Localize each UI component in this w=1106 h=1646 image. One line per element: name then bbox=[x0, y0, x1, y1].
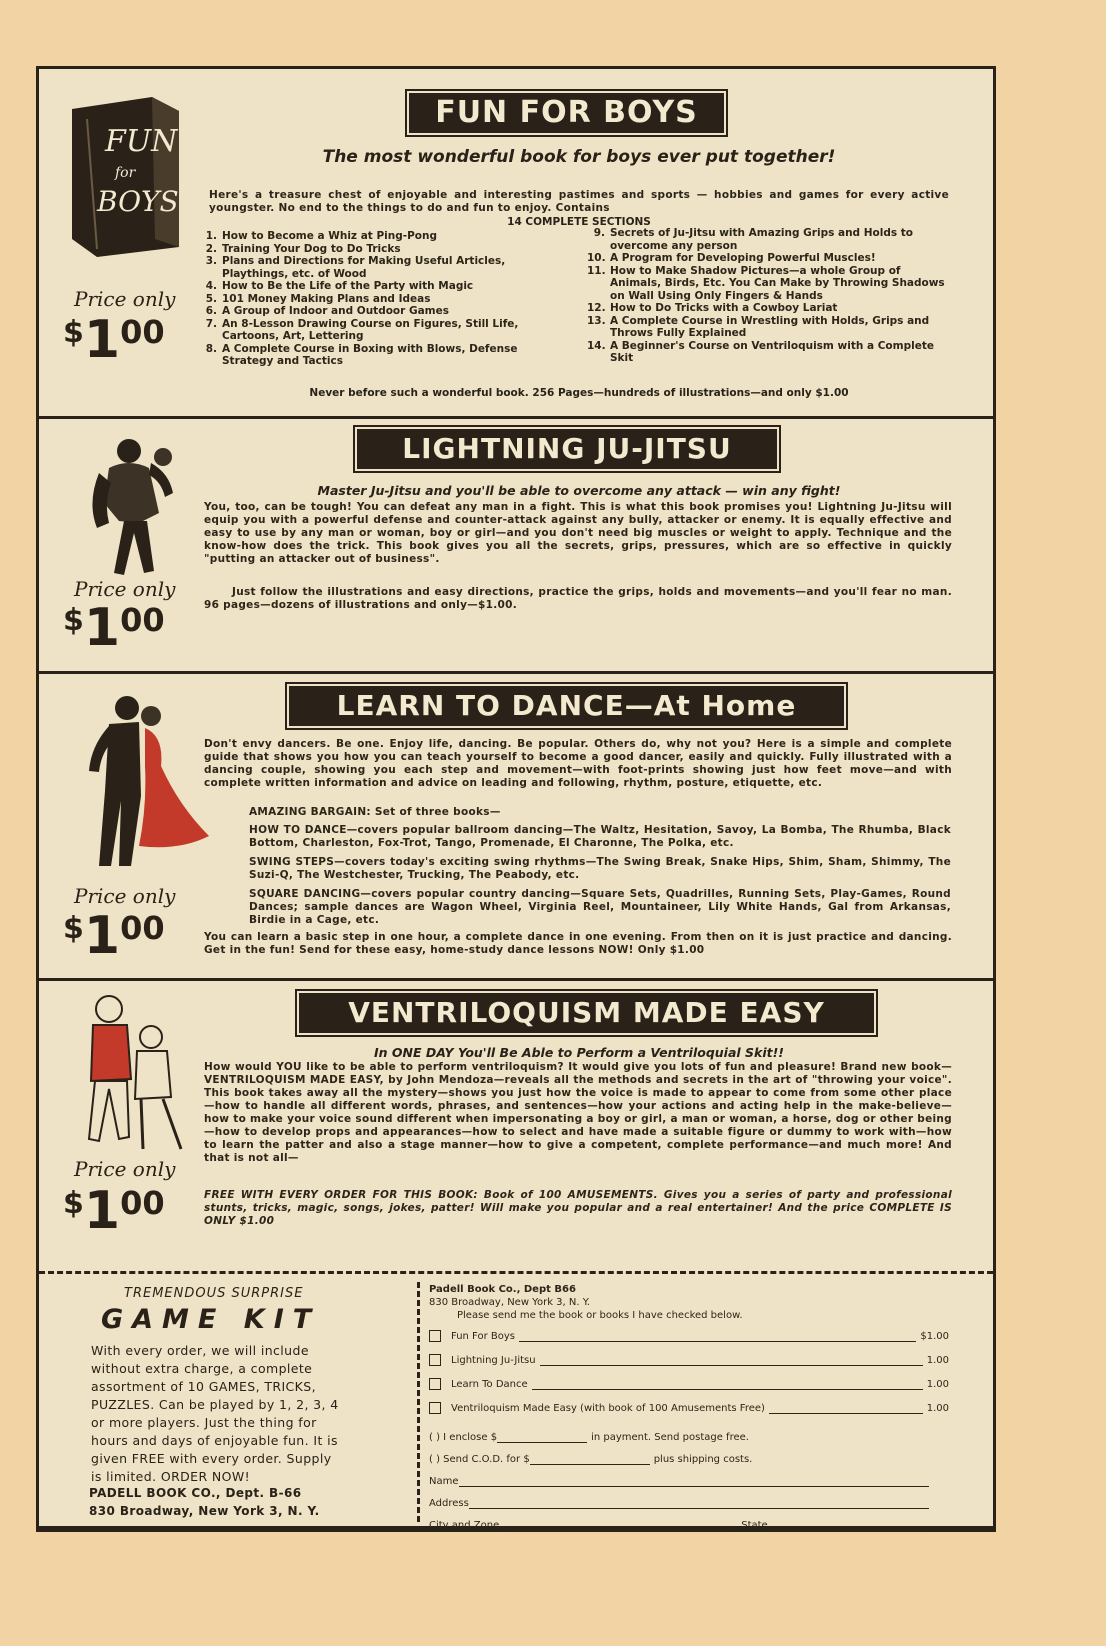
order-item-label: Ventriloquism Made Easy (with book of 100 Amusements Free) bbox=[451, 1403, 765, 1414]
list-item-text: How to Make Shadow Pictures—a whole Group of Animals, Birds, Etc. You Can Make by Throwing Shadows on Wall Using Only Fingers & Hands bbox=[610, 264, 945, 302]
ju-jitsu-body-2: Just follow the illustrations and easy directions, practice the grips, holds and movements—and you'll fear no man. 96 pages—dozens of illustrations and only—$1.00. bbox=[204, 586, 952, 611]
order-item-price: 1.00 bbox=[926, 1403, 949, 1414]
form-instruction: Please send me the book or books I have checked below. bbox=[457, 1310, 743, 1321]
order-item-leader-line bbox=[532, 1380, 923, 1390]
list-item bbox=[587, 227, 951, 252]
list-item bbox=[587, 265, 951, 303]
fun-for-boys-book-illustration bbox=[67, 89, 182, 259]
list-item-text: A Group of Indoor and Outdoor Games bbox=[222, 305, 449, 317]
ventriloquism-banner: VENTRILOQUISM MADE EASY bbox=[299, 993, 874, 1033]
price-cents: 00 bbox=[120, 909, 165, 947]
price-label: Price only bbox=[74, 287, 176, 311]
list-item bbox=[587, 315, 951, 340]
list-item bbox=[587, 252, 951, 265]
game-kit-address-1: PADELL BOOK CO., Dept. B-66 bbox=[89, 1486, 302, 1500]
form-cod-suffix: plus shipping costs. bbox=[653, 1454, 753, 1465]
list-item bbox=[199, 243, 571, 256]
list-item-number: 2. bbox=[205, 242, 217, 255]
list-item-number: 11. bbox=[587, 264, 606, 277]
dance-intro: Don't envy dancers. Be one. Enjoy life, dancing. Be popular. Others do, why not you? Here is a simple and complete guide that shows you how you can teach yourself to become a good dancer, easily and quickly. Fully illustrated with a dancing couple, showing you each step and movement—with foot-prints showing just how feet move—and with complete written information and advice on leading and following, rhythm, posture, etiquette, etc. bbox=[204, 738, 952, 789]
form-state-label: State bbox=[741, 1520, 768, 1531]
fun-for-boys-section bbox=[39, 69, 993, 419]
ju-jitsu-body: You, too, can be tough! You can defeat any man in a fight. This is what this book promises you! Lightning Ju-Jitsu will equip you with a powerful defense and counter-attack against any bully, attacker or enemy. It is equally effective and easy to use by any man or woman, boy or girl—and you don't need big muscles or weight to apply. Technique and the know-how does the trick. This book gives you all the secrets, grips, pressures, which are so effective in quickly "putting an attacker out of business". bbox=[204, 501, 952, 565]
ventriloquism-free-offer: FREE WITH EVERY ORDER FOR THIS BOOK: Book of 100 AMUSEMENTS. Gives you a series of party and professional stunts, tricks, magic, songs, jokes, patter! Will make you popular and a real entertainer! And the price COMPLETE IS ONLY $1.00 bbox=[204, 1189, 952, 1227]
game-kit-address-2: 830 Broadway, New York 3, N. Y. bbox=[89, 1504, 320, 1518]
price-whole: 1 bbox=[83, 906, 121, 966]
order-coupon-section bbox=[39, 1271, 993, 1529]
ad-page-frame bbox=[36, 66, 996, 1532]
form-name-label: Name bbox=[429, 1476, 459, 1487]
address-field[interactable] bbox=[469, 1499, 929, 1509]
list-item-text: A Program for Developing Powerful Muscles! bbox=[610, 252, 876, 264]
price-amount bbox=[63, 906, 165, 966]
city-field[interactable] bbox=[505, 1521, 735, 1531]
order-item-leader-line bbox=[769, 1404, 923, 1414]
price-label: Price only bbox=[74, 884, 176, 908]
order-item-row bbox=[429, 1378, 949, 1390]
dance-section bbox=[39, 674, 993, 981]
list-item-text: Training Your Dog to Do Tricks bbox=[222, 242, 401, 255]
list-item-number: 6. bbox=[205, 305, 217, 317]
form-enclose-suffix: in payment. Send postage free. bbox=[591, 1432, 749, 1443]
order-item-leader-line bbox=[540, 1356, 923, 1366]
ju-jitsu-section bbox=[39, 419, 993, 674]
game-kit-panel bbox=[39, 1274, 409, 1526]
form-city-row bbox=[429, 1520, 929, 1531]
list-item bbox=[199, 293, 571, 306]
price-dollar: $ bbox=[63, 315, 84, 350]
list-item-text: How to Become a Whiz at Ping-Pong bbox=[222, 230, 437, 242]
dance-bargain: AMAZING BARGAIN: Set of three books— bbox=[249, 806, 501, 818]
order-item-checkbox[interactable] bbox=[429, 1402, 441, 1414]
form-enclose-row bbox=[429, 1432, 949, 1443]
state-field[interactable] bbox=[768, 1521, 929, 1531]
dance-banner: LEARN TO DANCE—At Home bbox=[289, 686, 844, 726]
cod-amount-field[interactable] bbox=[530, 1455, 650, 1465]
list-item-number: 9. bbox=[593, 227, 605, 239]
order-item-price: 1.00 bbox=[926, 1355, 949, 1366]
fun-for-boys-intro: Here's a treasure chest of enjoyable and interesting pastimes and sports — hobbies and games for every active youngster. No end to the things to do and fun to enjoy. Contains bbox=[209, 189, 949, 214]
form-name-row bbox=[429, 1476, 929, 1487]
dance-book-2: SWING STEPS—covers today's exciting swing rhythms—The Swing Break, Snake Hips, Shim, Sham, Shimmy, The Suzi-Q, The Westchester, Trucking, The Peabody, etc. bbox=[249, 856, 951, 881]
list-item-text: 101 Money Making Plans and Ideas bbox=[222, 292, 431, 305]
list-item-number: 5. bbox=[205, 292, 217, 305]
list-item-number: 10. bbox=[587, 252, 606, 264]
dancing-couple-illustration bbox=[69, 686, 214, 876]
list-item bbox=[587, 302, 951, 315]
form-enclose-prefix: ( ) I enclose $ bbox=[429, 1432, 498, 1443]
order-item-checkbox[interactable] bbox=[429, 1378, 441, 1390]
form-address-row bbox=[429, 1498, 929, 1509]
list-item bbox=[199, 343, 571, 368]
list-item bbox=[199, 318, 571, 343]
price-whole: 1 bbox=[83, 598, 121, 658]
price-amount bbox=[63, 310, 165, 370]
form-street: 830 Broadway, New York 3, N. Y. bbox=[429, 1297, 590, 1308]
list-item-number: 12. bbox=[587, 302, 606, 314]
list-item-number: 3. bbox=[205, 255, 217, 267]
list-item-number: 14. bbox=[587, 339, 606, 352]
order-item-row bbox=[429, 1330, 949, 1342]
ventriloquist-dummy-illustration bbox=[71, 989, 196, 1164]
name-field[interactable] bbox=[459, 1477, 929, 1487]
list-item-number: 8. bbox=[205, 342, 217, 355]
ju-jitsu-subhead: Master Ju-Jitsu and you'll be able to overcome any attack — win any fight! bbox=[317, 483, 841, 498]
form-cod-prefix: ( ) Send C.O.D. for $ bbox=[429, 1454, 530, 1465]
form-cod-row bbox=[429, 1454, 949, 1465]
ju-jitsu-figures-illustration bbox=[69, 433, 189, 583]
order-item-row bbox=[429, 1354, 949, 1366]
fun-for-boys-sections-heading: 14 COMPLETE SECTIONS bbox=[507, 216, 651, 228]
form-city-label: City and Zone bbox=[429, 1520, 500, 1531]
order-item-checkbox[interactable] bbox=[429, 1354, 441, 1366]
list-item bbox=[587, 340, 951, 365]
list-item bbox=[199, 230, 571, 243]
list-item-number: 4. bbox=[205, 280, 217, 292]
order-item-checkbox[interactable] bbox=[429, 1330, 441, 1342]
dance-book-1: HOW TO DANCE—covers popular ballroom dancing—The Waltz, Hesitation, Savoy, La Bomba, The Rhumba, Black Bottom, Charleston, Fox-Trot, Tango, Promenade, El Charonne, The Polka, etc. bbox=[249, 824, 951, 849]
price-amount bbox=[63, 1181, 165, 1241]
dance-book-3: SQUARE DANCING—covers popular country dancing—Square Sets, Quadrilles, Running Sets, Play-Games, Round Dances; sample dances are Wagon Wheel, Virginia Reel, Mountaineer, Lily White Hands, Gal from Arkansas, Birdie in a Cage, etc. bbox=[249, 888, 951, 926]
price-whole: 1 bbox=[83, 1181, 121, 1241]
list-item-text: Plans and Directions for Making Useful Articles, Playthings, etc. of Wood bbox=[222, 255, 506, 280]
list-item-number: 13. bbox=[587, 314, 606, 327]
order-item-price: $1.00 bbox=[920, 1331, 949, 1342]
ventriloquism-body: How would YOU like to be able to perform ventriloquism? It would give you lots of fun and pleasure! Brand new book—VENTRILOQUISM MADE EASY, by John Mendoza—reveals all the methods and secrets in the art of "throwing your voice". This book takes away all the mystery—shows you just how the voice is made to appear to come from some other place—how to handle all different words, phrases, and sentences—how your actions and acting help in the make-believe—how to make your voice sound different when impersonating a boy or girl, a man or woman, a horse, dog or other being—how to develop props and appearances—how to select and have made a suitable figure or dummy to work with—how to learn the patter and also a stage manner—how to give a competent, complete performance—and much more! And that is not all— bbox=[204, 1061, 952, 1164]
price-cents: 00 bbox=[120, 313, 165, 351]
price-amount bbox=[63, 598, 165, 658]
list-item-text: A Complete Course in Wrestling with Holds, Grips and Throws Fully Explained bbox=[610, 314, 930, 339]
ventriloquism-subhead: In ONE DAY You'll Be Able to Perform a Ventriloquial Skit!! bbox=[373, 1045, 785, 1060]
ju-jitsu-banner: LIGHTNING JU-JITSU bbox=[357, 429, 777, 469]
list-item-text: An 8-Lesson Drawing Course on Figures, Still Life, Cartoons, Art, Lettering bbox=[222, 317, 519, 342]
list-item bbox=[199, 255, 571, 280]
fun-for-boys-banner: FUN FOR BOYS bbox=[409, 93, 724, 133]
fun-for-boys-list-right bbox=[587, 227, 951, 365]
order-item-label: Lightning Ju-Jitsu bbox=[451, 1355, 536, 1366]
price-label: Price only bbox=[74, 577, 176, 601]
list-item-text: A Beginner's Course on Ventriloquism with a Complete Skit bbox=[610, 339, 934, 364]
list-item-text: Secrets of Ju-Jitsu with Amazing Grips and Holds to overcome any person bbox=[610, 227, 913, 252]
list-item-text: A Complete Course in Boxing with Blows, Defense Strategy and Tactics bbox=[222, 342, 518, 367]
price-cents: 00 bbox=[120, 601, 165, 639]
ventriloquism-section bbox=[39, 981, 993, 1271]
coupon-dashed-divider bbox=[417, 1282, 420, 1522]
price-dollar: $ bbox=[63, 1186, 84, 1221]
order-item-row bbox=[429, 1402, 949, 1414]
fun-for-boys-sidebar bbox=[39, 69, 189, 416]
enclose-amount-field[interactable] bbox=[497, 1433, 587, 1443]
price-dollar: $ bbox=[63, 603, 84, 638]
dance-closing: You can learn a basic step in one hour, a complete dance in one evening. From then on it is just practice and dancing. Get in the fun! Send for these easy, home-study dance lessons NOW! Only $1.00 bbox=[204, 931, 952, 956]
order-form bbox=[429, 1282, 989, 1531]
order-item-leader-line bbox=[519, 1332, 916, 1342]
book-title-fun: FUN bbox=[105, 124, 178, 159]
price-whole: 1 bbox=[83, 310, 121, 370]
price-label: Price only bbox=[74, 1157, 176, 1181]
price-cents: 00 bbox=[120, 1184, 165, 1222]
order-item-label: Learn To Dance bbox=[451, 1379, 528, 1390]
list-item-number: 7. bbox=[205, 317, 217, 330]
price-dollar: $ bbox=[63, 911, 84, 946]
fun-for-boys-closing: Never before such a wonderful book. 256 Pages—hundreds of illustrations—and only $1.00 bbox=[309, 387, 849, 399]
form-company: Padell Book Co., Dept B66 bbox=[429, 1284, 576, 1295]
list-item-text: How to Be the Life of the Party with Magic bbox=[222, 280, 474, 292]
order-item-label: Fun For Boys bbox=[451, 1331, 515, 1342]
list-item bbox=[199, 305, 571, 318]
fun-for-boys-list-left bbox=[199, 230, 571, 368]
form-address-label: Address bbox=[429, 1498, 469, 1509]
game-kit-body: With every order, we will include without extra charge, a complete assortment of 10 GAMES, TRICKS, PUZZLES. Can be played by 1, 2, 3, 4 or more players. Just the thing for hours and days of enjoyable fun. It is given FREE with every order. Supply is limited. ORDER NOW! bbox=[91, 1343, 339, 1484]
list-item-text: How to Do Tricks with a Cowboy Lariat bbox=[610, 302, 838, 314]
game-kit-kicker: TREMENDOUS SURPRISE bbox=[124, 1286, 304, 1301]
fun-for-boys-subhead: The most wonderful book for boys ever put together! bbox=[322, 147, 836, 167]
list-item-number: 1. bbox=[205, 230, 217, 242]
game-kit-title: GAME KIT bbox=[101, 1304, 321, 1335]
book-title-boys: BOYS bbox=[97, 185, 179, 218]
list-item bbox=[199, 280, 571, 293]
order-item-price: 1.00 bbox=[926, 1379, 949, 1390]
book-title-for: for bbox=[115, 165, 136, 181]
